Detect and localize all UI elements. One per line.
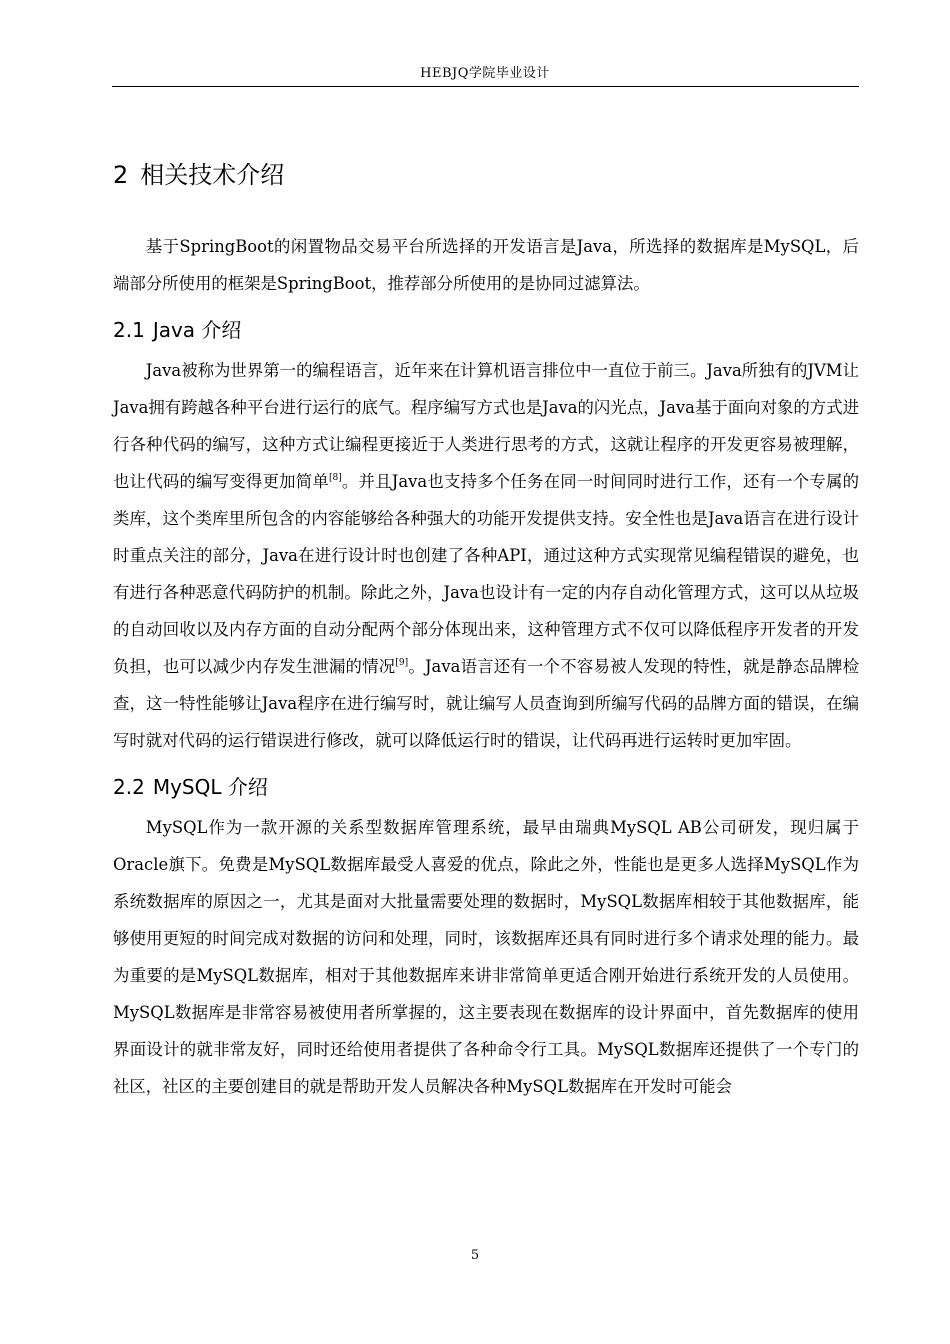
section-title-java — [113, 308, 859, 352]
header-divider — [112, 86, 859, 87]
section-title-text: Java 介绍 — [152, 318, 242, 342]
citation-ref-8: [8] — [328, 473, 342, 483]
mysql-paragraph: MySQL作为一款开源的关系型数据库管理系统，最早由瑞典MySQL AB公司研发，现归属于Oracle旗下。免费是MySQL数据库最受人喜爱的优点，除此之外，性能也是更多人选择MySQL作为系统数据库的原因之一，尤其是面对大批量需要处理的数据时，MySQL数据库相较于其他数据库，能够使用更短的时间完成对数据的访问和处理，同时，该数据库还具有同时进行多个请求处理的能力。最为重要的是MySQL数据库，相对于其他数据库来讲非常简单更适合刚开始进行系统开发的人员使用。MySQL数据库是非常容易被使用者所掌握的，这主要表现在数据库的设计界面中，首先数据库的使用界面设计的就非常友好，同时还给使用者提供了各种命令行工具。MySQL数据库还提供了一个专门的社区，社区的主要创建目的就是帮助开发人员解决各种MySQL数据库在开发时可能会 — [113, 818, 859, 1096]
section-number: 2.1 — [113, 318, 145, 342]
chapter-intro-paragraph: 基于SpringBoot的闲置物品交易平台所选择的开发语言是Java，所选择的数据库是MySQL，后端部分所使用的框架是SpringBoot，推荐部分所使用的是协同过滤算法。 — [113, 237, 859, 293]
section-title-text: MySQL 介绍 — [152, 775, 268, 799]
section-number: 2.2 — [113, 775, 145, 799]
page-body — [113, 150, 859, 1105]
chapter-title-text: 相关技术介绍 — [140, 161, 285, 189]
citation-ref-9: [9] — [395, 658, 409, 668]
section-title-mysql — [113, 765, 859, 809]
java-paragraph — [113, 352, 859, 759]
page-header: HEBJQ学院毕业设计 — [420, 66, 550, 81]
page-number: 5 — [470, 1248, 480, 1263]
chapter-number: 2 — [113, 161, 129, 189]
chapter-title — [113, 150, 859, 200]
java-text-part-2: 。并且Java也支持多个任务在同一时间同时进行工作，还有一个专属的类库，这个类库里所包含的内容能够给各种强大的功能开发提供支持。安全性也是Java语言在进行设计时重点关注的部分，Java在进行设计时也创建了各种API，通过这种方式实现常见编程错误的避免，也有进行各种恶意代码防护的机制。除此之外，Java也设计有一定的内存自动化管理方式，这可以从垃圾的自动回收以及内存方面的自动分配两个部分体现出来，这种管理方式不仅可以降低程序开发者的开发负担，也可以减少内存发生泄漏的情况 — [113, 472, 860, 676]
java-text-part-1: Java被称为世界第一的编程语言，近年来在计算机语言排位中一直位于前三。Java所独有的JVM让Java拥有跨越各种平台进行运行的底气。程序编写方式也是Java的闪光点，Java基于面向对象的方式进行各种代码的编写，这种方式让编程更接近于人类进行思考的方式，这就让程序的开发更容易被理解，也让代码的编写变得更加简单 — [113, 361, 859, 491]
java-text-part-3: 。Java语言还有一个不容易被人发现的特性，就是静态品牌检查，这一特性能够让Java程序在进行编写时，就让编写人员查询到所编写代码的品牌方面的错误，在编写时就对代码的运行错误进行修改，就可以降低运行时的错误，让代码再进行运转时更加牢固。 — [113, 657, 860, 750]
